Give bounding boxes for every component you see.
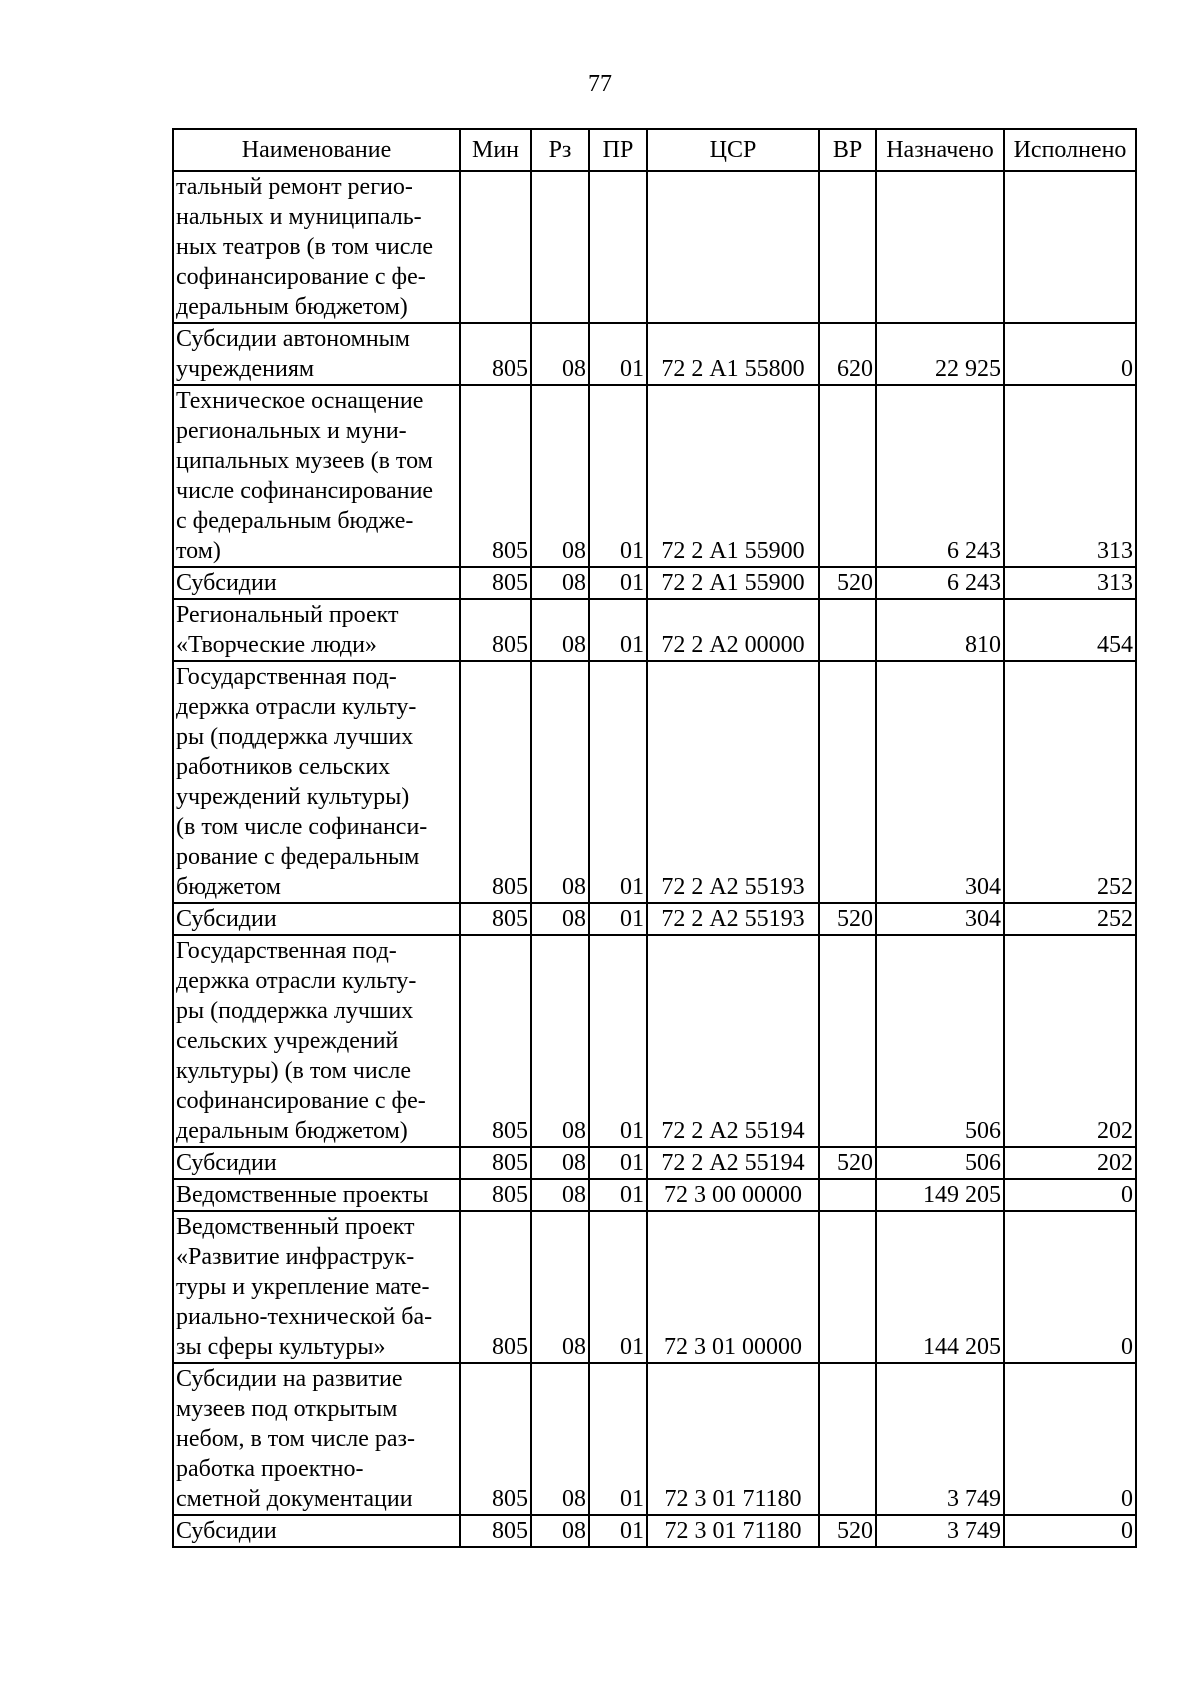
budget-table	[172, 128, 1137, 1548]
table-row	[173, 323, 1136, 385]
cell-pr: 01	[589, 1363, 647, 1515]
cell-executed: 202	[1004, 1147, 1136, 1179]
cell-rz: 08	[531, 385, 589, 567]
cell-assigned: 22 925	[876, 323, 1004, 385]
cell-name-line: Субсидии на развитие	[176, 1366, 403, 1392]
cell-name-line: зы сферы культуры»	[176, 1334, 386, 1360]
cell-name-line: бюджетом	[176, 874, 281, 900]
cell-vr	[819, 661, 876, 903]
cell-assigned: 506	[876, 1147, 1004, 1179]
table-header-row	[173, 129, 1136, 171]
table-row	[173, 1179, 1136, 1211]
cell-min: 805	[460, 1363, 531, 1515]
cell-name-line: туры и укрепление мате-	[176, 1274, 430, 1300]
cell-min: 805	[460, 1211, 531, 1363]
cell-name-line: держка отрасли культу-	[176, 694, 417, 720]
cell-assigned	[876, 171, 1004, 323]
cell-rz: 08	[531, 1147, 589, 1179]
cell-name-line: нальных и муниципаль-	[176, 204, 422, 230]
cell-executed: 313	[1004, 385, 1136, 567]
cell-name	[173, 935, 460, 1147]
cell-assigned: 3 749	[876, 1363, 1004, 1515]
cell-name	[173, 385, 460, 567]
cell-name-line: региональных и муни-	[176, 418, 407, 444]
cell-name-line: ры (поддержка лучших	[176, 724, 414, 750]
cell-name-line: Ведомственный проект	[176, 1214, 415, 1240]
cell-name	[173, 1515, 460, 1547]
cell-vr	[819, 385, 876, 567]
cell-min: 805	[460, 661, 531, 903]
cell-min: 805	[460, 385, 531, 567]
cell-name	[173, 1363, 460, 1515]
cell-name-line: ры (поддержка лучших	[176, 998, 414, 1024]
cell-csr: 72 2 А1 55900	[647, 385, 819, 567]
cell-name	[173, 1211, 460, 1363]
cell-name-line: «Творческие люди»	[176, 632, 377, 658]
cell-name	[173, 567, 460, 599]
cell-pr: 01	[589, 1147, 647, 1179]
cell-assigned: 304	[876, 903, 1004, 935]
cell-name-line: том)	[176, 538, 221, 564]
cell-assigned: 304	[876, 661, 1004, 903]
cell-name	[173, 1147, 460, 1179]
cell-csr: 72 2 А1 55900	[647, 567, 819, 599]
cell-name	[173, 1179, 460, 1211]
cell-vr	[819, 935, 876, 1147]
cell-name-line: числе софинансирование	[176, 478, 434, 504]
cell-vr: 520	[819, 1147, 876, 1179]
table-row	[173, 903, 1136, 935]
cell-name-line: рование с федеральным	[176, 844, 420, 870]
cell-csr: 72 2 А2 00000	[647, 599, 819, 661]
cell-pr: 01	[589, 323, 647, 385]
table-row	[173, 1363, 1136, 1515]
cell-name-line: Субсидии	[176, 1150, 277, 1176]
cell-name-line: Техническое оснащение	[176, 388, 424, 414]
cell-name-line: Государственная под-	[176, 664, 397, 690]
cell-assigned: 810	[876, 599, 1004, 661]
cell-assigned: 149 205	[876, 1179, 1004, 1211]
cell-assigned: 6 243	[876, 385, 1004, 567]
cell-rz: 08	[531, 323, 589, 385]
cell-name-line: культуры) (в том числе	[176, 1058, 411, 1084]
table-row	[173, 599, 1136, 661]
cell-name-line: работников сельских	[176, 754, 391, 780]
cell-csr	[647, 171, 819, 323]
cell-rz: 08	[531, 1515, 589, 1547]
cell-rz: 08	[531, 1179, 589, 1211]
header-name: Наименование	[173, 129, 460, 171]
cell-name-line: риально-технической ба-	[176, 1304, 433, 1330]
header-executed: Исполнено	[1004, 129, 1136, 171]
cell-name-line: софинансирование с фе-	[176, 1088, 426, 1114]
table-row	[173, 1211, 1136, 1363]
table-row	[173, 567, 1136, 599]
header-pr: ПР	[589, 129, 647, 171]
cell-vr	[819, 1179, 876, 1211]
cell-rz: 08	[531, 935, 589, 1147]
cell-csr: 72 2 А2 55194	[647, 1147, 819, 1179]
cell-min: 805	[460, 935, 531, 1147]
cell-pr	[589, 171, 647, 323]
cell-csr: 72 3 00 00000	[647, 1179, 819, 1211]
header-csr: ЦСР	[647, 129, 819, 171]
cell-csr: 72 2 А1 55800	[647, 323, 819, 385]
cell-executed: 0	[1004, 1179, 1136, 1211]
cell-min: 805	[460, 567, 531, 599]
cell-csr: 72 2 А2 55193	[647, 903, 819, 935]
cell-executed: 0	[1004, 1211, 1136, 1363]
cell-rz: 08	[531, 661, 589, 903]
cell-executed	[1004, 171, 1136, 323]
cell-name-line: небом, в том числе раз-	[176, 1426, 415, 1452]
cell-name-line: Субсидии	[176, 570, 277, 596]
cell-csr: 72 3 01 71180	[647, 1515, 819, 1547]
cell-name-line: работка проектно-	[176, 1456, 364, 1482]
cell-min: 805	[460, 323, 531, 385]
table-row	[173, 1515, 1136, 1547]
cell-name	[173, 661, 460, 903]
cell-name-line: деральным бюджетом)	[176, 1118, 408, 1144]
table-row	[173, 661, 1136, 903]
cell-vr: 520	[819, 903, 876, 935]
cell-name	[173, 323, 460, 385]
table-body	[173, 171, 1136, 1547]
cell-rz: 08	[531, 599, 589, 661]
cell-assigned: 144 205	[876, 1211, 1004, 1363]
cell-name	[173, 599, 460, 661]
cell-name-line: тальный ремонт регио-	[176, 174, 413, 200]
cell-pr: 01	[589, 385, 647, 567]
table-row	[173, 171, 1136, 323]
cell-rz: 08	[531, 567, 589, 599]
cell-min: 805	[460, 903, 531, 935]
cell-csr: 72 3 01 00000	[647, 1211, 819, 1363]
cell-assigned: 6 243	[876, 567, 1004, 599]
cell-name-line: Ведомственные проекты	[176, 1182, 429, 1208]
header-rz: Рз	[531, 129, 589, 171]
cell-rz	[531, 171, 589, 323]
table-row	[173, 385, 1136, 567]
cell-executed: 0	[1004, 1515, 1136, 1547]
header-min: Мин	[460, 129, 531, 171]
cell-name-line: держка отрасли культу-	[176, 968, 417, 994]
cell-vr	[819, 599, 876, 661]
cell-executed: 313	[1004, 567, 1136, 599]
cell-pr: 01	[589, 1211, 647, 1363]
cell-pr: 01	[589, 1515, 647, 1547]
cell-name-line: ципальных музеев (в том	[176, 448, 433, 474]
cell-name-line: Субсидии	[176, 906, 277, 932]
cell-min: 805	[460, 1515, 531, 1547]
cell-rz: 08	[531, 903, 589, 935]
cell-name-line: Государственная под-	[176, 938, 397, 964]
cell-executed: 252	[1004, 903, 1136, 935]
cell-vr	[819, 1363, 876, 1515]
cell-name-line: Субсидии автономным	[176, 326, 410, 352]
cell-pr: 01	[589, 935, 647, 1147]
header-assigned: Назначено	[876, 129, 1004, 171]
table-row	[173, 1147, 1136, 1179]
cell-name-line: учреждений культуры)	[176, 784, 410, 810]
cell-name-line: Субсидии	[176, 1518, 277, 1544]
table-row	[173, 935, 1136, 1147]
cell-min	[460, 171, 531, 323]
cell-name-line: сметной документации	[176, 1486, 413, 1512]
cell-vr: 620	[819, 323, 876, 385]
cell-pr: 01	[589, 661, 647, 903]
cell-vr	[819, 171, 876, 323]
cell-vr: 520	[819, 567, 876, 599]
cell-name-line: «Развитие инфраструк-	[176, 1244, 415, 1270]
cell-min: 805	[460, 1147, 531, 1179]
cell-name	[173, 171, 460, 323]
cell-pr: 01	[589, 1179, 647, 1211]
cell-executed: 0	[1004, 1363, 1136, 1515]
cell-pr: 01	[589, 599, 647, 661]
header-vr: ВР	[819, 129, 876, 171]
cell-min: 805	[460, 599, 531, 661]
cell-pr: 01	[589, 567, 647, 599]
cell-assigned: 3 749	[876, 1515, 1004, 1547]
cell-csr: 72 3 01 71180	[647, 1363, 819, 1515]
cell-name-line: ных театров (в том числе	[176, 234, 433, 260]
cell-executed: 202	[1004, 935, 1136, 1147]
cell-name-line: софинансирование с фе-	[176, 264, 426, 290]
cell-rz: 08	[531, 1211, 589, 1363]
cell-vr: 520	[819, 1515, 876, 1547]
cell-min: 805	[460, 1179, 531, 1211]
cell-pr: 01	[589, 903, 647, 935]
cell-executed: 454	[1004, 599, 1136, 661]
cell-name-line: сельских учреждений	[176, 1028, 399, 1054]
cell-rz: 08	[531, 1363, 589, 1515]
cell-name-line: с федеральным бюдже-	[176, 508, 414, 534]
cell-vr	[819, 1211, 876, 1363]
cell-csr: 72 2 А2 55193	[647, 661, 819, 903]
cell-name-line: (в том числе софинанси-	[176, 814, 428, 840]
cell-name-line: деральным бюджетом)	[176, 294, 408, 320]
cell-name	[173, 903, 460, 935]
cell-name-line: музеев под открытым	[176, 1396, 398, 1422]
cell-assigned: 506	[876, 935, 1004, 1147]
page-number: 77	[588, 71, 612, 97]
cell-name-line: учреждениям	[176, 356, 315, 382]
cell-csr: 72 2 А2 55194	[647, 935, 819, 1147]
cell-name-line: Региональный проект	[176, 602, 399, 628]
cell-executed: 252	[1004, 661, 1136, 903]
cell-executed: 0	[1004, 323, 1136, 385]
